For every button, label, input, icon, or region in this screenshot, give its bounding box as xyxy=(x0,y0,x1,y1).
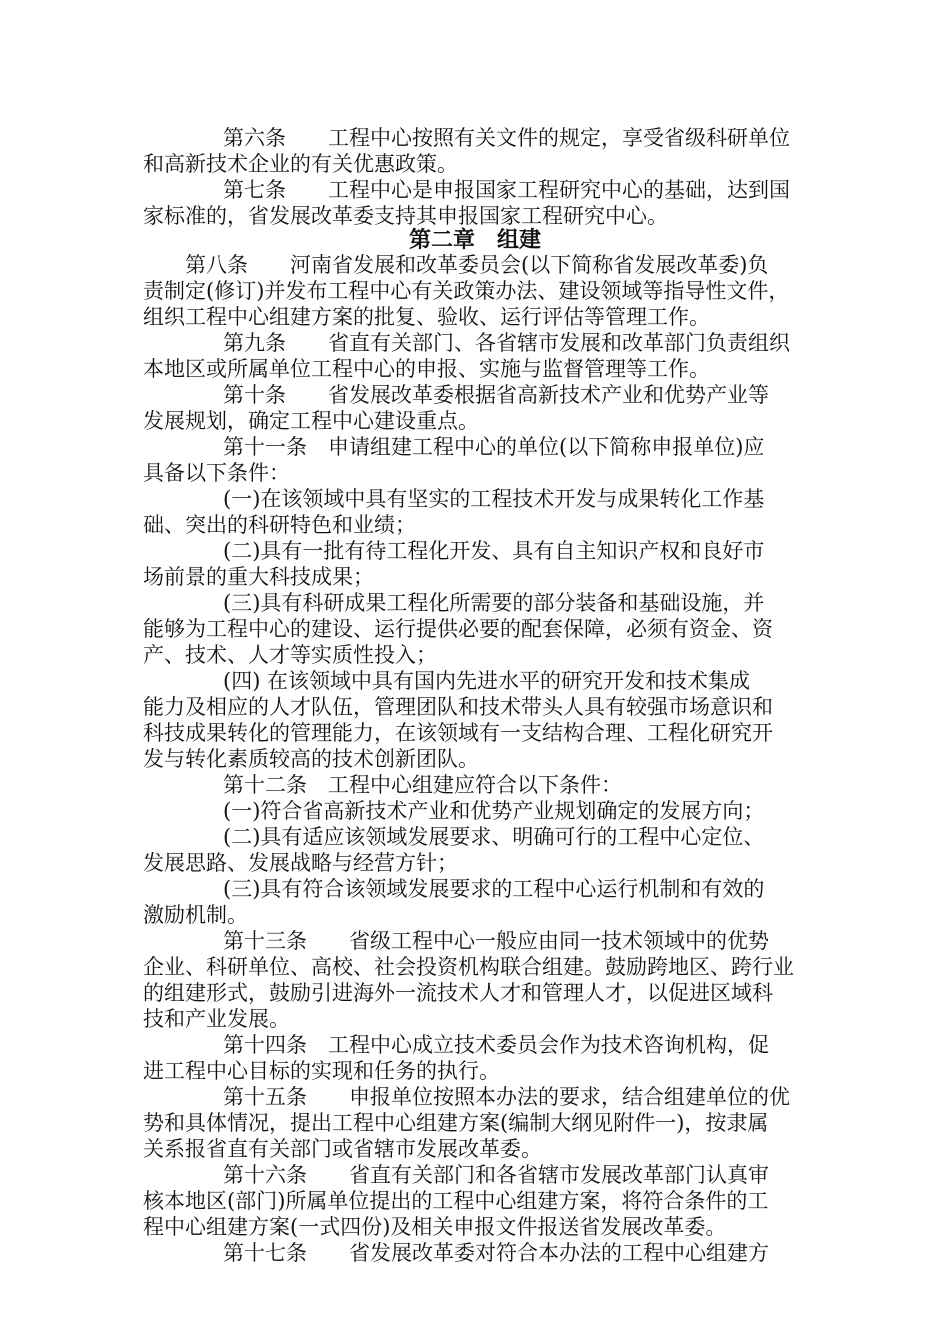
text-line: (三)具有科研成果工程化所需要的部分装备和基础设施，并 xyxy=(223,591,765,615)
text-line: 核本地区(部门)所属单位提出的工程中心组建方案，将符合条件的工 xyxy=(143,1189,769,1213)
text-line: 第六条 工程中心按照有关文件的规定，享受省级科研单位 xyxy=(223,126,790,150)
text-line: 第十五条 申报单位按照本办法的要求，结合组建单位的优 xyxy=(223,1085,790,1109)
text-line: 第十二条 工程中心组建应符合以下条件： xyxy=(223,773,622,797)
text-line: 组织工程中心组建方案的批复、验收、运行评估等管理工作。 xyxy=(143,305,710,329)
text-line: 场前景的重大科技成果； xyxy=(143,565,374,589)
text-line: 具备以下条件： xyxy=(143,461,290,485)
text-line: (四) 在该领域中具有国内先进水平的研究开发和技术集成 xyxy=(223,669,751,693)
text-line: 科技成果转化的管理能力，在该领域有一支结构合理、工程化研究开 xyxy=(143,721,773,745)
text-line: 础、突出的科研特色和业绩； xyxy=(143,513,416,537)
chapter-heading: 第二章 组建 xyxy=(408,227,541,253)
text-line: (三)具有符合该领域发展要求的工程中心运行机制和有效的 xyxy=(223,877,765,901)
text-line: 第十四条 工程中心成立技术委员会作为技术咨询机构，促 xyxy=(223,1033,769,1057)
text-line: 发展规划，确定工程中心建设重点。 xyxy=(143,409,479,433)
text-line: (二)具有适应该领域发展要求、明确可行的工程中心定位、 xyxy=(223,825,765,849)
text-line: 和高新技术企业的有关优惠政策。 xyxy=(143,152,458,176)
text-line: 第九条 省直有关部门、各省辖市发展和改革部门负责组织 xyxy=(223,331,790,355)
text-line: 技和产业发展。 xyxy=(143,1007,290,1031)
text-line: 本地区或所属单位工程中心的申报、实施与监督管理等工作。 xyxy=(143,357,710,381)
text-line: 第十六条 省直有关部门和各省辖市发展改革部门认真审 xyxy=(223,1163,769,1187)
text-line: 第十七条 省发展改革委对符合本办法的工程中心组建方 xyxy=(223,1241,769,1265)
text-line: 势和具体情况，提出工程中心组建方案(编制大纲见附件一)，按隶属 xyxy=(143,1111,769,1135)
text-line: 激励机制。 xyxy=(143,903,248,927)
text-line: 第八条 河南省发展和改革委员会(以下简称省发展改革委)负 xyxy=(185,253,769,277)
text-line: 第七条 工程中心是申报国家工程研究中心的基础，达到国 xyxy=(223,178,790,202)
text-line: 责制定(修订)并发布工程中心有关政策办法、建设领域等指导性文件， xyxy=(143,279,790,303)
text-line: 程中心组建方案(一式四份)及相关申报文件报送省发展改革委。 xyxy=(143,1215,727,1239)
text-line: 企业、科研单位、高校、社会投资机构联合组建。鼓励跨地区、跨行业 xyxy=(143,955,794,979)
text-line: 的组建形式，鼓励引进海外一流技术人才和管理人才，以促进区域科 xyxy=(143,981,773,1005)
text-line: 发展思路、发展战略与经营方针； xyxy=(143,851,458,875)
text-line: 家标准的，省发展改革委支持其申报国家工程研究中心。 xyxy=(143,204,668,228)
text-line: 关系报省直有关部门或省辖市发展改革委。 xyxy=(143,1137,542,1161)
text-line: 第十一条 申请组建工程中心的单位(以下简称申报单位)应 xyxy=(223,435,765,459)
text-line: 第十条 省发展改革委根据省高新技术产业和优势产业等 xyxy=(223,383,769,407)
text-line: 进工程中心目标的实现和任务的执行。 xyxy=(143,1059,500,1083)
text-line: 能够为工程中心的建设、运行提供必要的配套保障，必须有资金、资 xyxy=(143,617,773,641)
text-line: 产、技术、人才等实质性投入； xyxy=(143,643,437,667)
text-line: (一)符合省高新技术产业和优势产业规划确定的发展方向； xyxy=(223,799,765,823)
text-line: 能力及相应的人才队伍，管理团队和技术带头人具有较强市场意识和 xyxy=(143,695,773,719)
text-line: 第十三条 省级工程中心一般应由同一技术领域中的优势 xyxy=(223,929,769,953)
text-line: (二)具有一批有待工程化开发、具有自主知识产权和良好市 xyxy=(223,539,765,563)
text-line: 发与转化素质较高的技术创新团队。 xyxy=(143,747,479,771)
text-line: (一)在该领域中具有坚实的工程技术开发与成果转化工作基 xyxy=(223,487,765,511)
